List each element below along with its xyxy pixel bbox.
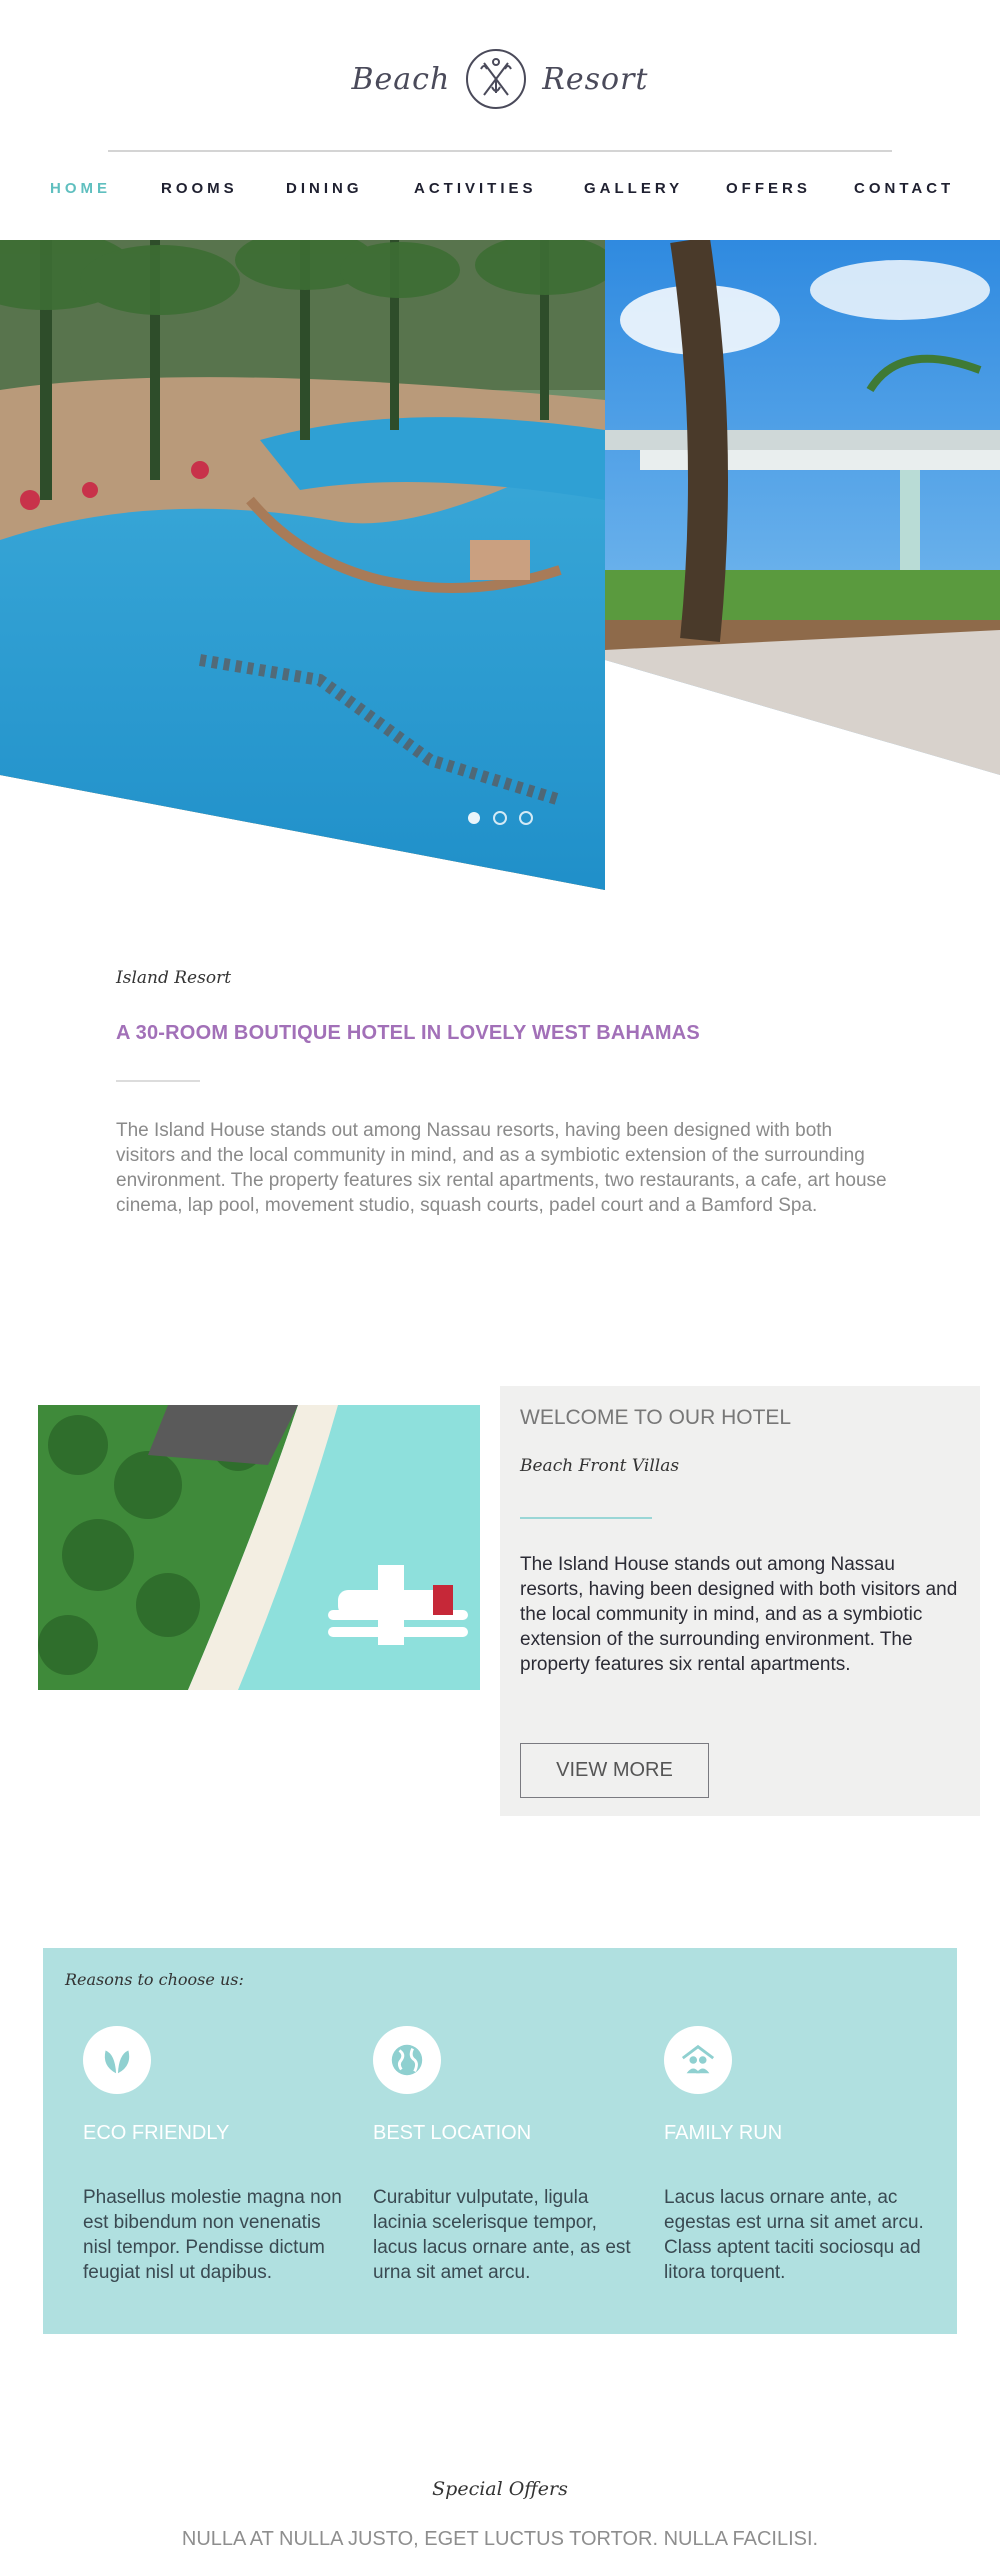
hero-slider[interactable] xyxy=(0,240,1000,900)
intro-title: A 30-ROOM BOUTIQUE HOTEL IN LOVELY WEST BAHAMAS xyxy=(116,1022,700,1044)
reason-text: Phasellus molestie magna non est bibendum non venenatis nisl tempor. Pendisse dictum feugiat nisl ut dapibus. xyxy=(83,2187,342,2283)
reason-family-run xyxy=(664,2026,924,2285)
reasons-script-heading: Reasons to choose us: xyxy=(65,1970,244,1989)
hero-images xyxy=(0,240,1000,900)
nav-item-rooms[interactable]: ROOMS xyxy=(161,180,238,197)
reason-text: Lacus lacus ornare ante, ac egestas est urna sit amet arcu. Class aptent taciti sociosqu ad litora torquent. xyxy=(664,2187,924,2283)
family-house-icon xyxy=(664,2026,732,2094)
offers-script-heading: Special Offers xyxy=(432,2478,568,2500)
logo-word-left: Beach xyxy=(351,61,451,97)
nav-item-offers[interactable]: OFFERS xyxy=(726,180,811,197)
nav-item-gallery[interactable]: GALLERY xyxy=(584,180,684,197)
logo-word-right: Resort xyxy=(542,61,649,97)
offers-subtitle: NULLA AT NULLA JUSTO, EGET LUCTUS TORTOR. NULLA FACILISI. xyxy=(181,2528,819,2550)
globe-icon xyxy=(373,2026,441,2094)
welcome-paragraph: The Island House stands out among Nassau resorts, having been designed with both visitors and the local community in mind, and as a symbiotic extension of the surrounding environment. The property features six rental apartments. xyxy=(520,1554,958,1675)
anchor-trident-emblem-icon xyxy=(464,47,528,111)
reason-title: ECO FRIENDLY xyxy=(83,2122,230,2144)
header-divider xyxy=(108,150,892,152)
site-logo[interactable] xyxy=(0,44,1000,114)
welcome-photo xyxy=(38,1405,480,1690)
main-nav xyxy=(0,180,1000,206)
intro-divider xyxy=(116,1080,200,1082)
seaplane-beach-photo xyxy=(38,1405,480,1690)
reason-best-location xyxy=(373,2026,633,2285)
intro-paragraph: The Island House stands out among Nassau resorts, having been designed with both visitors and the local community in mind, and as a symbiotic extension of the surrounding environment. The property features six rental apartments, two restaurants, a cafe, art house cinema, lap pool, movement studio, squash courts, padel court and a Bamford Spa. xyxy=(116,1120,887,1216)
welcome-card xyxy=(500,1386,980,1816)
reason-title: BEST LOCATION xyxy=(373,2122,532,2144)
nav-item-dining[interactable]: DINING xyxy=(286,180,363,197)
reason-eco-friendly xyxy=(83,2026,343,2285)
welcome-script-heading: Beach Front Villas xyxy=(520,1456,680,1476)
reason-text: Curabitur vulputate, ligula lacinia scelerisque tempor, lacus lacus ornare ante, as est urna sit amet arcu. xyxy=(373,2187,631,2283)
leaf-icon xyxy=(83,2026,151,2094)
hero-right-photo xyxy=(605,240,1000,780)
slider-dot-1 xyxy=(468,812,480,824)
welcome-title: WELCOME TO OUR HOTEL xyxy=(520,1406,792,1429)
reasons-section xyxy=(43,1948,957,2334)
reason-title: FAMILY RUN xyxy=(664,2122,783,2144)
hero-left-photo xyxy=(0,240,615,900)
intro-script-heading: Island Resort xyxy=(116,968,232,988)
nav-item-activities[interactable]: ACTIVITIES xyxy=(414,180,537,197)
nav-item-home[interactable]: HOME xyxy=(50,180,111,197)
nav-item-contact[interactable]: CONTACT xyxy=(854,180,955,197)
welcome-divider xyxy=(520,1517,652,1519)
view-more-button[interactable]: VIEW MORE xyxy=(520,1743,709,1798)
